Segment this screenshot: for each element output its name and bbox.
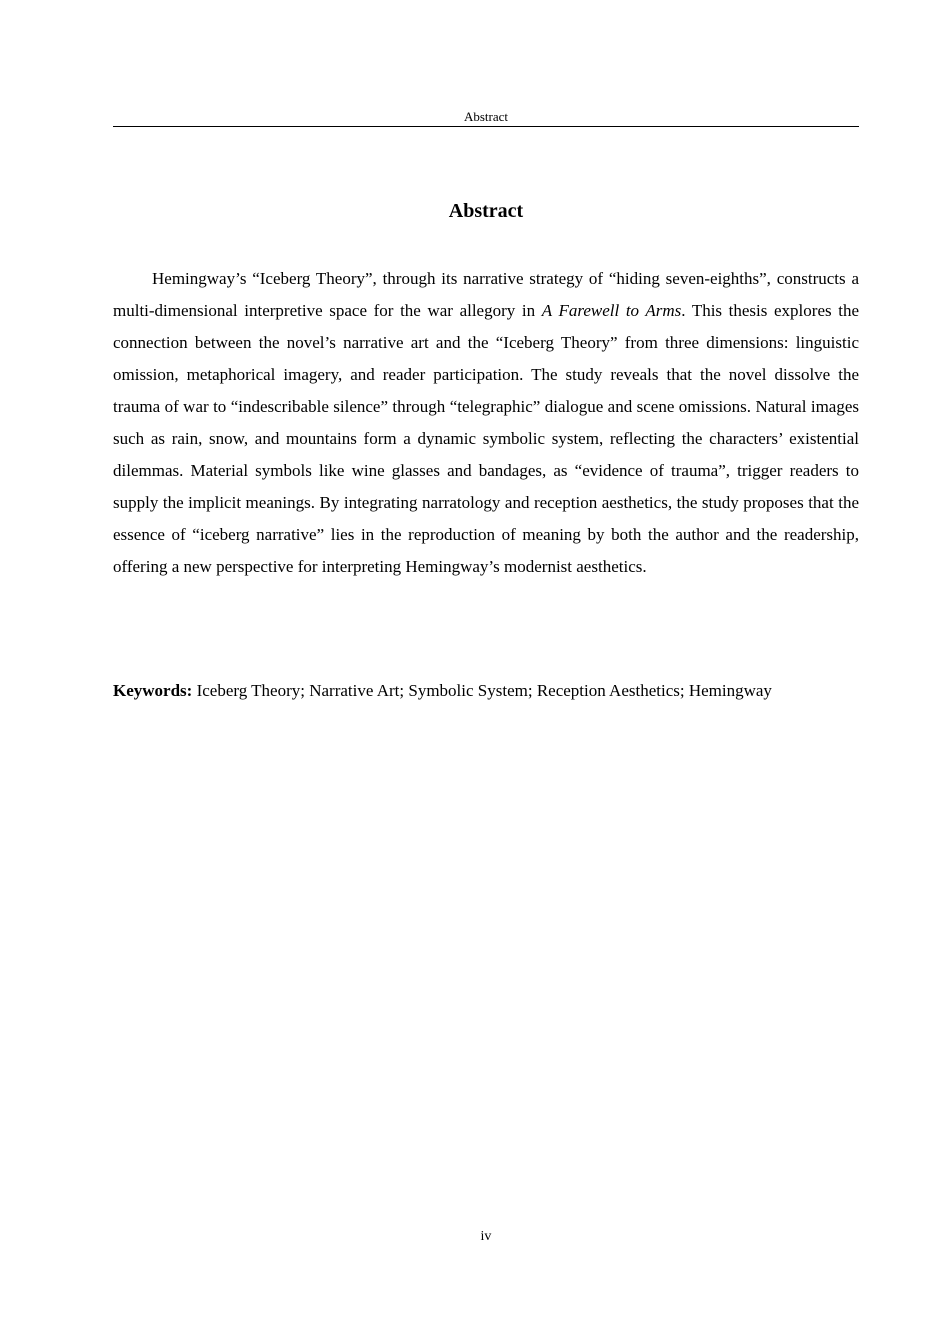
running-header-title: Abstract xyxy=(463,109,509,124)
novel-title: A Farewell to Arms xyxy=(541,301,682,320)
abstract-text-part-1: Hemingway’s “Iceberg Theory”, through its narrative strategy of “hiding seven-eighths”, constructs a multi-dimensional interpretive space for the war allegory in xyxy=(113,269,859,320)
abstract-text-part-2: . This thesis explores the connection between the novel’s narrative art and the “Iceberg Theory” from three dimensions: linguistic omission, metaphorical imagery, and reader participation. The study reveals that the novel dissolve the trauma of war to “indescribable silence” through “telegraphic” dialogue and scene omissions. Natural images such as rain, snow, and mountains form a dynamic symbolic system, reflecting the characters’ existential dilemmas. Material symbols like wine glasses and bandages, as “evidence of trauma”, trigger readers to supply the implicit meanings. By integrating narratology and reception aesthetics, the study proposes that the essence of “iceberg narrative” lies in the reproduction of meaning by both the author and the readership, offering a new perspective for interpreting Hemingway’s modernist aesthetics. xyxy=(113,301,859,576)
abstract-paragraph xyxy=(113,263,859,583)
page-title: Abstract xyxy=(448,200,524,222)
keywords-list: Iceberg Theory; Narrative Art; Symbolic System; Reception Aesthetics; Hemingway xyxy=(192,681,772,700)
page-number: iv xyxy=(480,1229,492,1244)
keywords-label: Keywords: xyxy=(113,681,193,700)
keywords-line xyxy=(113,677,873,705)
running-header xyxy=(113,109,859,127)
